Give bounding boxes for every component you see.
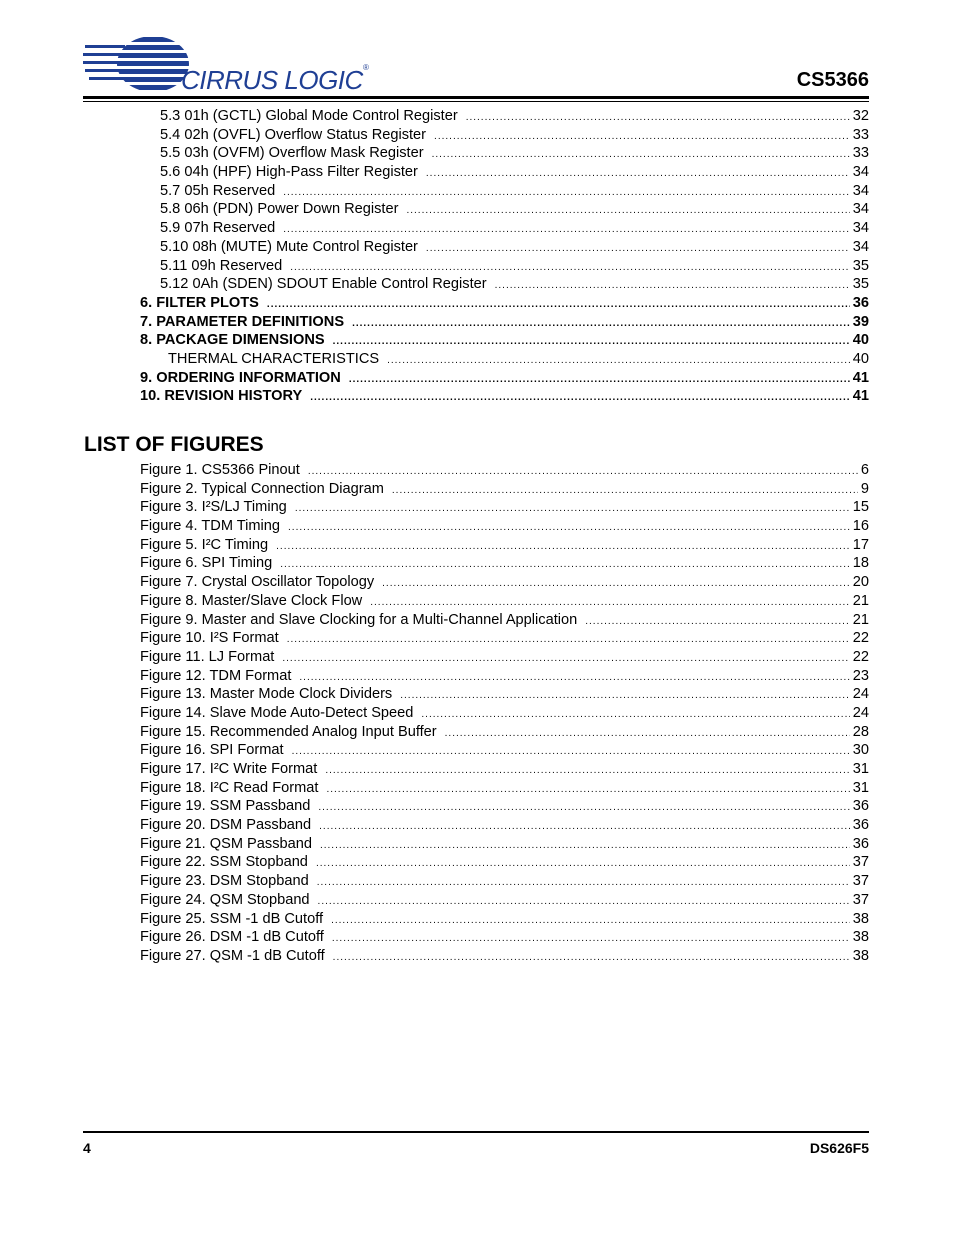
entry-page-number: 18 <box>852 555 869 572</box>
figure-list-entry[interactable] <box>0 480 869 499</box>
entry-title: 5.5 03h (OVFM) Overflow Mask Register <box>160 145 424 162</box>
figure-list-entry[interactable] <box>0 760 869 779</box>
figure-list-entry[interactable] <box>0 723 869 742</box>
figure-list-entry[interactable] <box>0 517 869 536</box>
entry-title: 9. ORDERING INFORMATION <box>140 369 341 386</box>
product-id: CS5366 <box>796 69 869 91</box>
figure-list-entry[interactable] <box>0 835 869 854</box>
figure-list-entry[interactable] <box>0 629 869 648</box>
entry-page-number: 39 <box>852 313 869 330</box>
entry-title: Figure 21. QSM Passband <box>140 835 312 852</box>
entry-title: THERMAL CHARACTERISTICS <box>168 350 380 367</box>
entry-title: Figure 17. I²C Write Format <box>140 761 318 777</box>
dot-leader <box>400 687 850 706</box>
figure-list-entry[interactable] <box>0 872 869 891</box>
entry-page-number: 34 <box>852 164 869 181</box>
entry-title: Figure 4. TDM Timing <box>140 518 281 535</box>
entry-title: Figure 25. SSM -1 dB Cutoff <box>140 910 324 927</box>
dot-leader <box>332 930 850 949</box>
figure-list-entry[interactable] <box>0 667 869 686</box>
entry-page-number: 36 <box>852 798 869 815</box>
entry-page-number: 34 <box>852 201 869 218</box>
dot-leader <box>319 818 850 837</box>
entry-page-number: 22 <box>852 630 869 647</box>
figure-list-entry[interactable] <box>0 648 869 667</box>
dot-leader <box>288 519 850 538</box>
entry-page-number: 33 <box>852 126 869 143</box>
entry-page-number: 40 <box>852 332 869 349</box>
table-of-contents <box>0 107 869 406</box>
entry-page-number: 23 <box>852 667 869 684</box>
figure-list-entry[interactable] <box>0 592 869 611</box>
figure-list-entry[interactable] <box>0 704 869 723</box>
entry-page-number: 24 <box>852 704 869 721</box>
dot-leader <box>421 706 849 725</box>
dot-leader <box>282 650 849 669</box>
entry-page-number: 31 <box>852 779 869 796</box>
toc-subsection-entry[interactable] <box>0 200 869 219</box>
dot-leader <box>434 128 850 147</box>
dot-leader <box>320 837 850 856</box>
figure-list-entry[interactable] <box>0 853 869 872</box>
dot-leader <box>392 482 858 501</box>
toc-subsection-entry[interactable] <box>0 350 869 369</box>
entry-title: 8. PACKAGE DIMENSIONS <box>140 332 325 349</box>
toc-subsection-entry[interactable] <box>0 107 869 126</box>
toc-subsection-entry[interactable] <box>0 257 869 276</box>
entry-title: 5.11 09h Reserved <box>160 257 283 274</box>
entry-title: Figure 26. DSM -1 dB Cutoff <box>140 929 324 946</box>
entry-title: 5.12 0Ah (SDEN) SDOUT Enable Control Register <box>160 276 487 293</box>
entry-title: 5.3 01h (GCTL) Global Mode Control Register <box>160 108 458 124</box>
dot-leader <box>426 165 850 184</box>
dot-leader <box>333 949 850 968</box>
entry-page-number: 37 <box>852 854 869 871</box>
dot-leader <box>310 389 850 408</box>
figure-list-entry[interactable] <box>0 779 869 798</box>
entry-page-number: 38 <box>852 947 869 964</box>
entry-page-number: 41 <box>852 388 869 405</box>
entry-page-number: 21 <box>852 611 869 628</box>
entry-title: Figure 3. I²S/LJ Timing <box>140 499 287 516</box>
dot-leader <box>349 371 850 390</box>
entry-title: Figure 23. DSM Stopband <box>140 873 309 890</box>
entry-title: Figure 9. Master and Slave Clocking for a Multi-Channel Application <box>140 611 578 628</box>
figure-list-entry[interactable] <box>0 816 869 835</box>
figure-list-entry[interactable] <box>0 536 869 555</box>
entry-title: Figure 11. LJ Format <box>140 648 275 665</box>
toc-subsection-entry[interactable] <box>0 219 869 238</box>
dot-leader <box>325 762 849 781</box>
figure-list-entry[interactable] <box>0 928 869 947</box>
page-number: 4 <box>83 1140 91 1156</box>
entry-title: Figure 12. TDM Format <box>140 667 292 684</box>
figure-list-entry[interactable] <box>0 891 869 910</box>
entry-title: 5.8 06h (PDN) Power Down Register <box>160 201 399 218</box>
entry-title: Figure 18. I²C Read Format <box>140 779 319 796</box>
dot-leader <box>495 277 850 296</box>
dot-leader <box>276 538 850 557</box>
entry-title: 10. REVISION HISTORY <box>140 388 303 405</box>
entry-title: Figure 7. Crystal Oscillator Topology <box>140 574 375 591</box>
dot-leader <box>318 799 849 818</box>
entry-title: Figure 1. CS5366 Pinout <box>140 462 300 478</box>
toc-subsection-entry[interactable] <box>0 144 869 163</box>
dot-leader <box>406 202 849 221</box>
toc-subsection-entry[interactable] <box>0 182 869 201</box>
entry-page-number: 30 <box>852 742 869 759</box>
entry-title: Figure 13. Master Mode Clock Dividers <box>140 686 393 703</box>
figure-list-entry[interactable] <box>0 797 869 816</box>
entry-page-number: 40 <box>852 350 869 367</box>
entry-page-number: 31 <box>852 761 869 777</box>
dot-leader <box>292 743 850 762</box>
entry-title: Figure 14. Slave Mode Auto-Detect Speed <box>140 704 414 721</box>
entry-page-number: 41 <box>852 369 869 386</box>
toc-subsection-entry[interactable] <box>0 163 869 182</box>
toc-subsection-entry[interactable] <box>0 275 869 294</box>
dot-leader <box>352 315 850 334</box>
entry-page-number: 32 <box>852 108 869 124</box>
entry-page-number: 22 <box>852 648 869 665</box>
figure-list-entry[interactable] <box>0 573 869 592</box>
entry-title: Figure 15. Recommended Analog Input Buffer <box>140 723 437 740</box>
entry-page-number: 33 <box>852 145 869 162</box>
entry-page-number: 37 <box>852 891 869 908</box>
toc-subsection-entry[interactable] <box>0 238 869 257</box>
entry-title: Figure 10. I²S Format <box>140 630 279 647</box>
dot-leader <box>333 333 850 352</box>
figure-list-entry[interactable] <box>0 741 869 760</box>
entry-title: Figure 27. QSM -1 dB Cutoff <box>140 947 325 964</box>
dot-leader <box>331 912 850 931</box>
entry-page-number: 34 <box>852 238 869 255</box>
dot-leader <box>295 500 850 519</box>
list-of-figures <box>0 461 869 966</box>
list-of-figures-title: LIST OF FIGURES <box>84 433 264 456</box>
entry-title: 5.6 04h (HPF) High-Pass Filter Register <box>160 164 418 181</box>
entry-title: Figure 20. DSM Passband <box>140 817 312 834</box>
entry-title: Figure 5. I²C Timing <box>140 536 269 553</box>
entry-page-number: 35 <box>852 276 869 293</box>
logo-wordmark: CIRRUS LOGIC® <box>181 63 369 95</box>
dot-leader <box>318 893 850 912</box>
document-id: DS626F5 <box>809 1140 869 1156</box>
entry-title: Figure 8. Master/Slave Clock Flow <box>140 592 363 609</box>
entry-page-number: 24 <box>852 686 869 703</box>
logo-stripes-icon <box>83 34 193 96</box>
dot-leader <box>466 109 850 128</box>
figure-list-entry[interactable] <box>0 910 869 929</box>
entry-page-number: 36 <box>852 294 869 311</box>
figure-list-entry[interactable] <box>0 554 869 573</box>
entry-page-number: 38 <box>852 929 869 946</box>
dot-leader <box>267 296 850 315</box>
entry-page-number: 20 <box>852 574 869 591</box>
header-rule-thin <box>83 101 869 102</box>
entry-page-number: 6 <box>860 462 869 478</box>
toc-section-entry[interactable] <box>0 331 869 350</box>
toc-section-entry[interactable] <box>0 313 869 332</box>
entry-title: 6. FILTER PLOTS <box>140 294 259 311</box>
dot-leader <box>326 781 849 800</box>
dot-leader <box>445 725 850 744</box>
entry-title: 5.7 05h Reserved <box>160 182 276 199</box>
dot-leader <box>382 575 850 594</box>
dot-leader <box>426 240 850 259</box>
entry-page-number: 36 <box>852 817 869 834</box>
figure-list-entry[interactable] <box>0 611 869 630</box>
entry-page-number: 37 <box>852 873 869 890</box>
figure-list-entry[interactable] <box>0 685 869 704</box>
dot-leader <box>432 146 850 165</box>
entry-page-number: 38 <box>852 910 869 927</box>
dot-leader <box>585 613 850 632</box>
entry-title: 5.9 07h Reserved <box>160 220 276 237</box>
header-rule <box>83 96 869 99</box>
toc-section-entry[interactable] <box>0 387 869 406</box>
figure-list-entry[interactable] <box>0 947 869 966</box>
dot-leader <box>287 631 850 650</box>
footer-rule <box>83 1131 869 1133</box>
entry-title: Figure 19. SSM Passband <box>140 798 311 815</box>
entry-page-number: 9 <box>860 480 869 497</box>
entry-title: Figure 2. Typical Connection Diagram <box>140 480 384 497</box>
dot-leader <box>316 855 850 874</box>
entry-page-number: 28 <box>852 723 869 740</box>
entry-title: Figure 6. SPI Timing <box>140 555 273 572</box>
figure-list-entry[interactable] <box>0 461 869 480</box>
entry-page-number: 34 <box>852 182 869 199</box>
entry-page-number: 36 <box>852 835 869 852</box>
toc-section-entry[interactable] <box>0 369 869 388</box>
entry-page-number: 21 <box>852 592 869 609</box>
toc-subsection-entry[interactable] <box>0 126 869 145</box>
entry-title: Figure 16. SPI Format <box>140 742 284 759</box>
entry-page-number: 34 <box>852 220 869 237</box>
entry-page-number: 16 <box>852 518 869 535</box>
entry-page-number: 15 <box>852 499 869 516</box>
entry-title: Figure 24. QSM Stopband <box>140 891 310 908</box>
entry-page-number: 35 <box>852 257 869 274</box>
dot-leader <box>387 352 850 371</box>
entry-title: Figure 22. SSM Stopband <box>140 854 308 871</box>
entry-title: 5.4 02h (OVFL) Overflow Status Register <box>160 126 427 143</box>
entry-title: 5.10 08h (MUTE) Mute Control Register <box>160 238 418 255</box>
entry-page-number: 17 <box>852 536 869 553</box>
dot-leader <box>317 874 850 893</box>
entry-title: 7. PARAMETER DEFINITIONS <box>140 313 345 330</box>
toc-section-entry[interactable] <box>0 294 869 313</box>
cirrus-logic-logo <box>83 34 373 96</box>
figure-list-entry[interactable] <box>0 498 869 517</box>
